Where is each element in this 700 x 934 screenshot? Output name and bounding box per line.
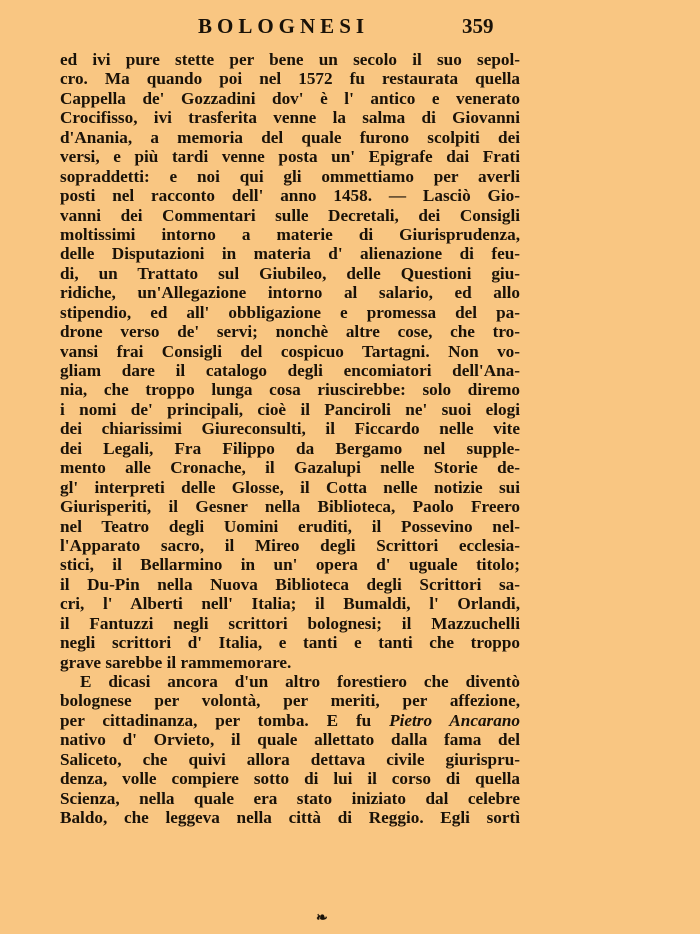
- text-line: il Fantuzzi negli scrittori bolognesi; il Mazzuchelli: [60, 613, 520, 633]
- text-line: negli scrittori d' Italia, e tanti e tanti che troppo: [60, 633, 520, 653]
- text-line: i nomi de' principali, cioè il Panciroli ne' suoi elogi: [60, 399, 520, 419]
- text-line: vanni dei Commentari sulle Decretali, dei Consigli: [60, 205, 520, 225]
- text-line: vansi frai Consigli del cospicuo Tartagni. Non vo-: [60, 341, 520, 361]
- text-line: mento alle Cronache, il Gazalupi nelle Storie de-: [60, 458, 520, 478]
- text-line: cro. Ma quando poi nel 1572 fu restaurata quella: [60, 69, 520, 89]
- text-line: dei chiarissimi Giureconsulti, il Ficcardo nelle vite: [60, 419, 520, 439]
- text-line: Giurisperiti, il Gesner nella Biblioteca, Paolo Freero: [60, 497, 520, 517]
- text-line: di, un Trattato sul Giubileo, delle Questioni giu-: [60, 263, 520, 283]
- text-line: drone verso de' servi; nonchè altre cose, che tro-: [60, 322, 520, 342]
- text-line: nativo d' Orvieto, il quale allettato dalla fama del: [60, 730, 520, 750]
- text-line: nel Teatro degli Uomini eruditi, il Possevino nel-: [60, 516, 520, 536]
- text-line: posti nel racconto dell' anno 1458. — Lasciò Gio-: [60, 186, 520, 206]
- text-line: Baldo, che leggeva nella città di Reggio. Egli sortì: [60, 808, 520, 828]
- paragraph-start-line: E dicasi ancora d'un altro forestiero che diventò: [80, 672, 520, 691]
- text-line: l'Apparato sacro, il Mireo degli Scrittori ecclesia-: [60, 535, 520, 555]
- text-line-with-name: [60, 711, 520, 730]
- text-line: Scienza, nella quale era stato iniziato dal celebre: [60, 788, 520, 808]
- ornament-icon: ❧: [316, 911, 328, 926]
- text-line: sopraddetti: e noi qui gli ommettiamo per averli: [60, 166, 520, 186]
- text-line: gliam dare il catalogo degli encomiatori dell'Ana-: [60, 361, 520, 380]
- text-line: Crocifisso, ivi trasferita venne la salma di Giovanni: [60, 108, 520, 128]
- text-line: d'Anania, a memoria del quale furono scolpiti dei: [60, 127, 520, 147]
- text-line: ridiche, un'Allegazione intorno al salario, ed allo: [60, 283, 520, 303]
- text-line: stipendio, ed all' obbligazione e promessa del pa-: [60, 302, 520, 322]
- text-line: stici, il Bellarmino in un' opera d' uguale titolo;: [60, 555, 520, 575]
- text-line: Cappella de' Gozzadini dov' è l' antico e venerato: [60, 88, 520, 108]
- text-line: Saliceto, che quivi allora dettava civile giurispru-: [60, 749, 520, 769]
- text-line: delle Disputazioni in materia d' alienazione di feu-: [60, 244, 520, 264]
- text-line: versi, e più tardi venne posta un' Epigrafe dai Frati: [60, 147, 520, 167]
- page-number: 359: [462, 14, 494, 38]
- running-head: BOLOGNESI: [198, 14, 370, 38]
- text-line: ed ivi pure stette per bene un secolo il suo sepol-: [60, 50, 520, 69]
- text-line: denza, volle compiere sotto di lui il corso di quella: [60, 769, 520, 789]
- person-name-italic: Pietro Ancarano: [389, 710, 520, 730]
- page-header: [0, 12, 700, 42]
- text-line: cri, l' Alberti nell' Italia; il Bumaldi, l' Orlandi,: [60, 594, 520, 614]
- text-line: dei Legali, Fra Filippo da Bergamo nel supple-: [60, 438, 520, 458]
- text-fragment: per cittadinanza, per tomba. E fu: [60, 710, 390, 730]
- body-text: [60, 50, 520, 828]
- text-line: nia, che troppo lunga cosa riuscirebbe: solo diremo: [60, 380, 520, 400]
- text-line: il Du-Pin nella Nuova Biblioteca degli Scrittori sa-: [60, 574, 520, 594]
- text-line: bolognese per volontà, per meriti, per affezione,: [60, 691, 520, 711]
- text-line: gl' interpreti delle Glosse, il Cotta nelle notizie sui: [60, 477, 520, 497]
- text-line: moltissimi intorno a materie di Giurisprudenza,: [60, 224, 520, 244]
- paragraph-end-line: grave sarebbe il rammemorare.: [60, 652, 292, 672]
